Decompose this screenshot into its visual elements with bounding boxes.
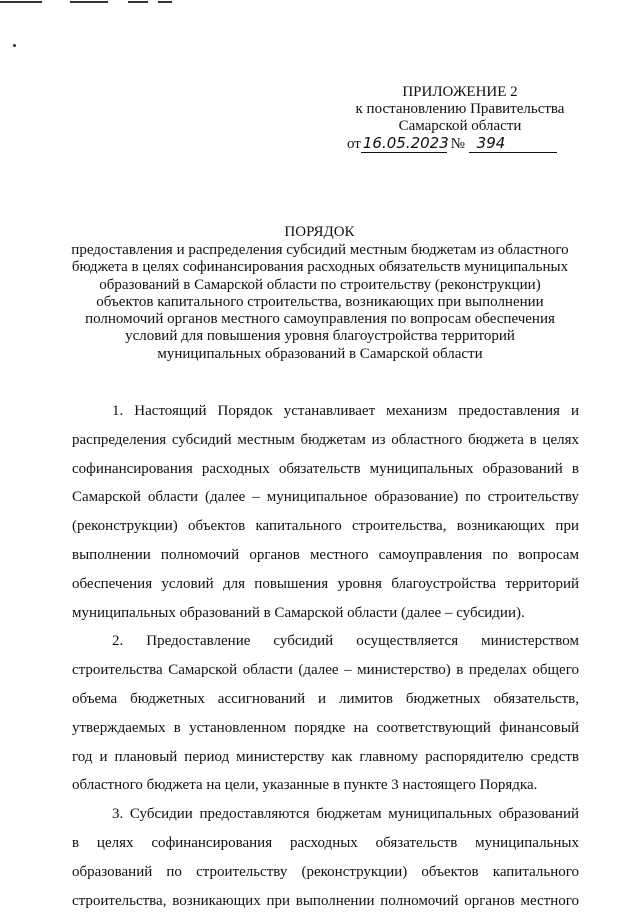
- paragraph-line: объема бюджетных ассигнований и лимитов бюджетных обязательств,: [72, 690, 579, 707]
- handwritten-number: 394: [469, 134, 557, 153]
- paragraph-line: распределения субсидий местным бюджетам из областного бюджета в целях: [72, 431, 579, 448]
- document-subtitle: [55, 242, 585, 363]
- subtitle-line: образований в Самарской области по строительству (реконструкции): [99, 276, 541, 293]
- subtitle-line: условий для повышения уровня благоустройства территорий: [125, 328, 515, 345]
- paragraph-line: утверждаемых в установленном порядке на соответствующий финансовый: [72, 719, 579, 736]
- appendix-line: Самарской области: [398, 118, 522, 134]
- paragraph-line: в целях софинансирования расходных обязательств муниципальных: [72, 834, 579, 851]
- paragraph-line: (реконструкции) объектов капитального строительства, возникающих при: [72, 518, 579, 535]
- subtitle-line: бюджета в целях софинансирования расходных обязательств муниципальных: [71, 259, 569, 276]
- subtitle-line: полномочий органов местного самоуправления по вопросам обеспечения: [85, 311, 555, 328]
- paragraph-line: 2. Предоставление субсидий осуществляется министерством: [112, 633, 579, 650]
- paragraph-line: муниципальных образований в Самарской области (далее – субсидии).: [72, 604, 525, 621]
- paragraph-line: софинансирования расходных обязательств муниципальных образований в: [72, 460, 579, 477]
- paragraph-line: обеспечения условий для повышения уровня благоустройства территорий: [72, 575, 579, 592]
- handwritten-date: 16.05.2023: [362, 134, 449, 152]
- scan-dot-mark: [13, 44, 16, 47]
- paragraph-line: 3. Субсидии предоставляются бюджетам муниципальных образований: [112, 806, 579, 823]
- paragraph-line: образований по строительству (реконструкции) объектов капитального: [72, 863, 579, 880]
- appendix-line: к постановлению Правительства: [355, 101, 565, 117]
- paragraph-line: областного бюджета на цели, указанные в пункте 3 настоящего Порядка.: [72, 777, 538, 794]
- subtitle-line: предоставления и распределения субсидий местным бюджетам из областного: [71, 242, 569, 258]
- paragraph-line: год и плановый период министерству как главному распорядителю средств: [72, 748, 579, 765]
- document-title: ПОРЯДОК: [284, 224, 355, 240]
- appendix-title: ПРИЛОЖЕНИЕ 2: [402, 84, 518, 100]
- subtitle-line: объектов капитального строительства, возникающих при выполнении: [96, 293, 544, 310]
- appendix-header: [330, 84, 590, 135]
- paragraph-line: строительства, возникающих при выполнении полномочий органов местного: [72, 892, 579, 909]
- subtitle-line: муниципальных образований в Самарской области: [157, 345, 483, 362]
- paragraph-line: выполнении полномочий органов местного самоуправления по вопросам: [72, 546, 579, 563]
- date-prefix: от: [347, 136, 361, 152]
- number-label: №: [450, 136, 465, 152]
- scan-top-marks: [0, 0, 639, 6]
- document-body: [72, 397, 579, 915]
- paragraph-line: Самарской области (далее – муниципальное образование) по строительству: [72, 489, 579, 506]
- date-number-line: [347, 134, 557, 153]
- paragraph-line: строительства Самарской области (далее – министерство) в пределах общего: [72, 662, 579, 679]
- paragraph-line: 1. Настоящий Порядок устанавливает механизм предоставления и: [112, 403, 579, 419]
